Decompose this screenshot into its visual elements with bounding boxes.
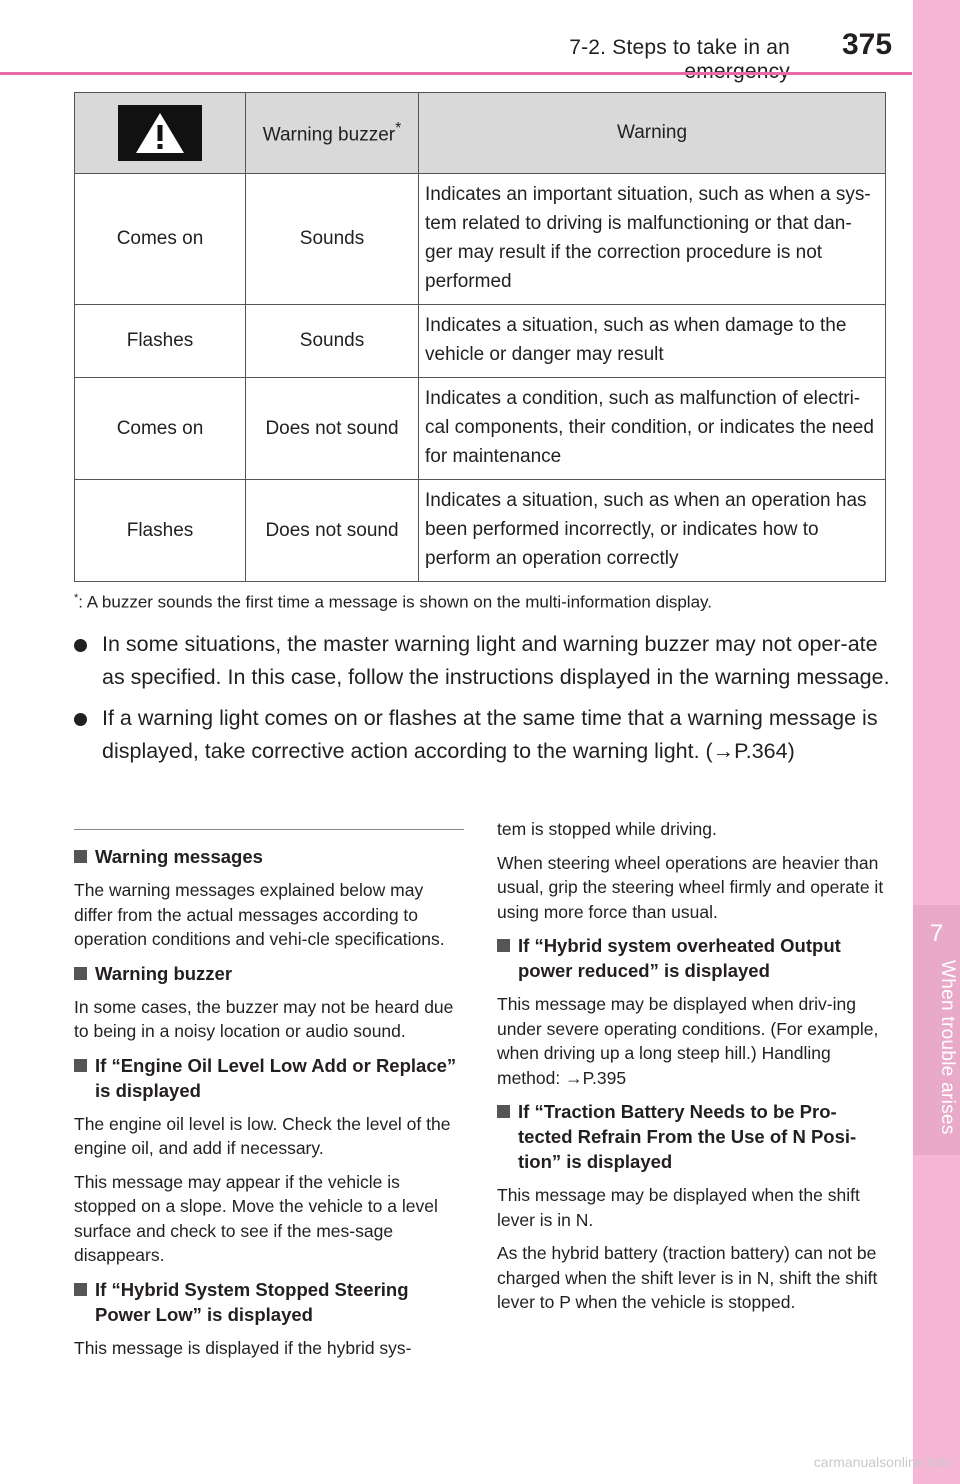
paragraph: As the hybrid battery (traction battery) can not be charged when the shift lever is in N, shift the shift lever to P when the vehicle is stopped. <box>497 1243 878 1312</box>
bullet-text: In some situations, the master warning light and warning buzzer may not oper-ate as specified. In this case, follow the instructions displayed in the warning message. <box>102 632 890 689</box>
bullet-text: If a warning light comes on or flashes at the same time that a warning message is displayed, take corrective action according to the warning light. (→P.364) <box>102 706 878 763</box>
buzzer-header-label: Warning buzzer <box>262 124 396 146</box>
subheading-text: If “Engine Oil Level Low Add or Replace” is displayed <box>95 1054 457 1101</box>
subheading-text: Warning buzzer <box>95 962 233 984</box>
warning-header-cell <box>419 93 886 174</box>
page-number: 375 <box>842 28 893 61</box>
buzzer-cell: Sounds <box>246 305 419 378</box>
footnote-mark: * <box>74 592 79 604</box>
subheading-text: If “Traction Battery Needs to be Pro-tected Refrain From the Use of N Posi-tion” is displayed <box>518 1101 857 1172</box>
watermark: carmanualsonline.info <box>813 1454 950 1470</box>
paragraph: The warning messages explained below may differ from the actual messages according to operation conditions and vehi-cle specifications. <box>74 880 445 949</box>
header-rule <box>0 72 912 75</box>
subheading <box>497 933 887 983</box>
subheading-text: If “Hybrid System Stopped Steering Power Low” is displayed <box>95 1278 409 1325</box>
buzzer-footnote-mark: * <box>395 119 402 137</box>
bullet-icon <box>74 713 87 726</box>
description-cell: Indicates a condition, such as malfunction of electri-cal components, their condition, or indicates the need for maintenance <box>419 378 886 480</box>
subheading-text: If “Hybrid system overheated Output power reduced” is displayed <box>518 935 841 981</box>
section-title: 7-2. Steps to take in an <box>569 36 790 59</box>
warning-header-label: Warning <box>616 122 688 143</box>
subheading <box>74 961 466 986</box>
subheading <box>74 844 466 869</box>
square-bullet-icon <box>74 967 87 980</box>
master-warning-icon <box>118 105 202 161</box>
warning-table <box>74 92 886 582</box>
right-column <box>497 817 887 1324</box>
subheading <box>497 1099 887 1174</box>
table-row <box>75 174 886 305</box>
subheading-text: Warning messages <box>95 846 263 867</box>
chapter-title: When trouble arises <box>937 960 958 1135</box>
bullet-icon <box>74 639 87 652</box>
table-row <box>75 305 886 378</box>
chapter-number: 7 <box>929 920 944 947</box>
light-cell: Comes on <box>75 378 246 480</box>
paragraph: This message is displayed if the hybrid sys- <box>74 1337 412 1358</box>
subheading <box>74 1053 466 1103</box>
footnote-text: : A buzzer sounds the first time a message is shown on the multi-information display. <box>78 592 712 612</box>
square-bullet-icon <box>497 1105 510 1118</box>
square-bullet-icon <box>74 1283 87 1296</box>
table-row <box>75 378 886 480</box>
light-cell: Flashes <box>75 480 246 582</box>
paragraph: This message may be displayed when the shift lever is in N. <box>497 1185 860 1230</box>
square-bullet-icon <box>497 939 510 952</box>
paragraph: This message may be displayed when driv-ing under severe operating conditions. (For example, when driving up a long steep hill.) Handling method: →P.395 <box>497 994 879 1088</box>
table-header-row <box>75 93 886 174</box>
buzzer-cell: Does not sound <box>246 480 419 582</box>
paragraph: In some cases, the buzzer may not be heard due to being in a noisy location or audio sound. <box>74 996 454 1041</box>
table-footnote <box>74 592 894 613</box>
square-bullet-icon <box>74 850 87 863</box>
description-cell: Indicates a situation, such as when an operation has been performed incorrectly, or indicates how to perform an operation correctly <box>419 480 886 582</box>
description-cell: Indicates an important situation, such as when a sys-tem related to driving is malfunctioning or that dan-ger may result if the correction procedure is not performed <box>419 174 886 305</box>
icon-header-cell <box>75 93 246 174</box>
bullet-list <box>74 628 894 776</box>
paragraph: This message may appear if the vehicle is stopped on a slope. Move the vehicle to a level surface and check to see if the mes-sage disappears. <box>74 1171 438 1265</box>
light-cell: Comes on <box>75 174 246 305</box>
bullet-item <box>74 628 894 694</box>
buzzer-cell: Sounds <box>246 174 419 305</box>
table-row <box>75 480 886 582</box>
column-divider-rule <box>74 829 464 830</box>
description-cell: Indicates a situation, such as when damage to the vehicle or danger may result <box>419 305 886 378</box>
left-column <box>74 838 466 1369</box>
paragraph: tem is stopped while driving. <box>497 819 717 839</box>
paragraph: The engine oil level is low. Check the level of the engine oil, and add if necessary. <box>74 1113 451 1158</box>
square-bullet-icon <box>74 1059 87 1072</box>
buzzer-cell: Does not sound <box>246 378 419 480</box>
chapter-side-tab <box>913 0 960 1484</box>
paragraph: When steering wheel operations are heavier than usual, grip the steering wheel firmly and operate it using more force than usual. <box>497 852 884 922</box>
subheading <box>74 1277 466 1327</box>
light-cell: Flashes <box>75 305 246 378</box>
buzzer-header-cell <box>246 93 419 174</box>
bullet-item <box>74 702 894 768</box>
warning-triangle-icon <box>118 105 202 161</box>
